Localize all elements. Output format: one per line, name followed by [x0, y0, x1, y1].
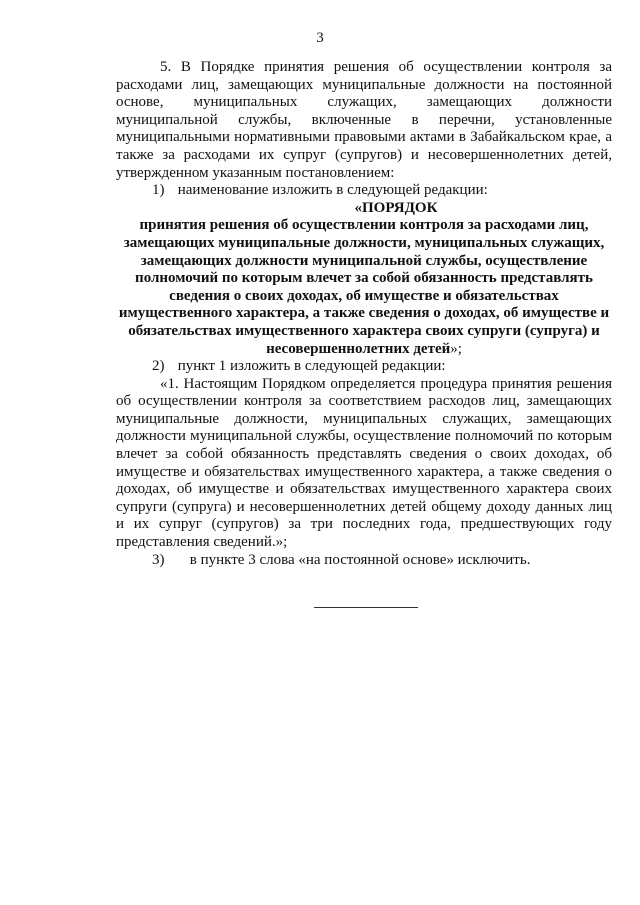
document-body	[116, 59, 612, 569]
list-item-3-number: 3)	[152, 551, 165, 568]
page-number: 3	[316, 30, 324, 46]
list-item-1-text: наименование изложить в следующей редакции:	[177, 182, 488, 199]
list-item-2-text: пункт 1 изложить в следующей редакции:	[177, 358, 446, 375]
list-item-1	[116, 182, 612, 200]
order-title-text	[116, 217, 612, 358]
order-title-heading: «ПОРЯДОК	[354, 199, 438, 216]
list-item-2-number: 2)	[152, 358, 165, 375]
order-title-body: принятия решения об осуществлении контроля за расходами лиц, замещающих муниципальные должности, муниципальных служащих, замещающих должности муниципальной службы, осуществление полномочий по которым влечет за собой обязанность представлять сведения о своих доходах, об имуществе и обязательствах имущественного характера, а также сведения о доходах, об имуществе и обязательствах имущественного характера своих супруги (супруга) и несовершеннолетних детей	[118, 217, 610, 357]
list-item-3	[116, 552, 612, 570]
closing-divider	[314, 607, 418, 608]
paragraph-5: 5. В Порядке принятия решения об осуществлении контроля за расходами лиц, замещающих муниципальные должности на постоянной основе, муниципальных служащих, замещающих должности муниципальной службы, включенные в перечни, установленные муниципальными нормативными правовыми актами в Забайкальском крае, а также за расходами их супруг (супругов) и несовершеннолетних детей, утвержденном указанным постановлением:	[116, 59, 612, 181]
list-item-3-text: в пункте 3 слова «на постоянной основе» исключить.	[189, 551, 531, 568]
point-1-paragraph: «1. Настоящим Порядком определяется процедура принятия решения об осуществлении контроля за соответствием расходов лиц, замещающих муниципальные должности, муниципальных служащих, замещающих должности муниципальной службы, осуществление полномочий по которым влечет за собой обязанность представлять сведения о своих доходах, об имуществе и обязательствах имущественного характера, а также сведения о доходах, об имуществе и обязательствах имущественного характера своих супруги (супруга) и несовершеннолетних детей общему доходу данных лиц и их супруг (супругов) за три последних года, предшествующих году представления сведений.»;	[116, 375, 612, 551]
list-item-1-number: 1)	[152, 182, 165, 199]
list-item-2	[116, 358, 612, 376]
order-title-closing: »;	[450, 340, 462, 357]
